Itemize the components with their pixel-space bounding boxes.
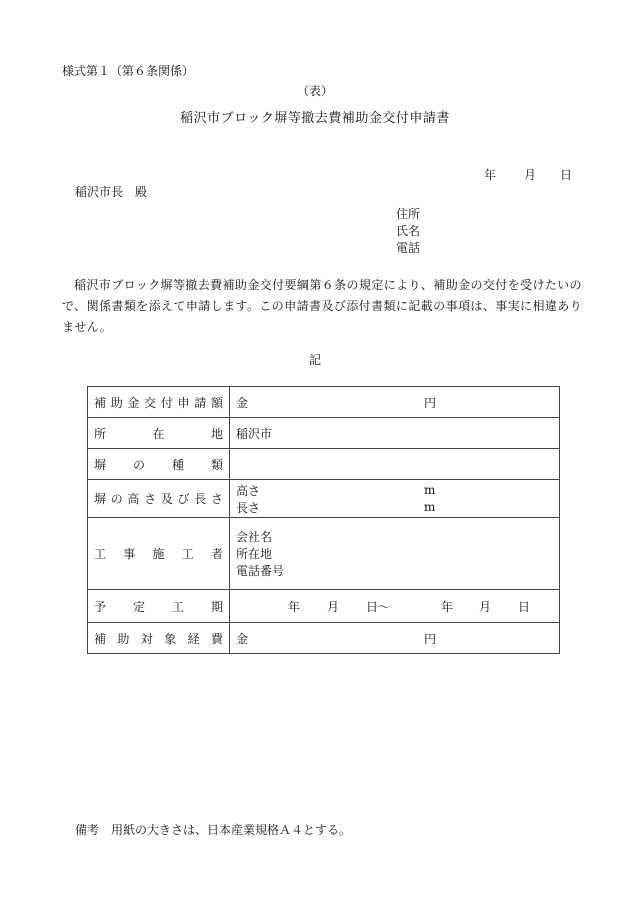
- length-unit: m: [424, 500, 436, 514]
- date-year: 年: [484, 168, 497, 182]
- contractor-company-label: 会社名: [236, 530, 273, 544]
- contractor-label: 工事施工者: [88, 518, 230, 590]
- period-label: 予定工期: [88, 590, 230, 623]
- height-unit: m: [424, 483, 436, 497]
- period-start-month: 月: [327, 599, 340, 614]
- addressee: 稲沢市長 殿: [75, 185, 148, 199]
- date-month: 月: [524, 168, 537, 182]
- table-row: [88, 480, 560, 518]
- table-row: [88, 623, 560, 654]
- body-paragraph: 稲沢市ブロック塀等撤去費補助金交付要綱第６条の規定により、補助金の交付を受けたいので、関係書類を添えて申請します。この申請書及び添付書類に記載の事項は、事実に相違ありません。: [62, 278, 582, 334]
- amount-unit: 円: [424, 395, 437, 410]
- form-number: 様式第１（第６条関係）: [62, 64, 195, 78]
- amount-cell[interactable]: [230, 387, 560, 418]
- contractor-phone-label: 電話番号: [236, 564, 285, 578]
- applicant-address-label: 住所: [396, 207, 421, 221]
- remarks-note: 備考 用紙の大きさは、日本産業規格Ａ４とする。: [75, 823, 352, 837]
- length-label: 長さ: [236, 500, 261, 515]
- size-label: 塀の高さ及び長さ: [88, 480, 230, 518]
- type-cell[interactable]: [230, 449, 560, 480]
- cost-label: 補助対象経費: [88, 623, 230, 654]
- period-end-month: 月: [479, 599, 492, 614]
- table-row: [88, 387, 560, 418]
- table-row: [88, 418, 560, 449]
- period-cell[interactable]: [230, 590, 560, 623]
- period-end-year: 年: [441, 599, 454, 614]
- location-value: 稲沢市: [236, 426, 273, 441]
- amount-prefix: 金: [236, 395, 249, 410]
- applicant-phone-label: 電話: [396, 241, 421, 255]
- period-start-year: 年: [288, 599, 301, 614]
- contractor-address-label: 所在地: [236, 547, 273, 561]
- application-table: [87, 386, 560, 654]
- cost-cell[interactable]: [230, 623, 560, 654]
- type-label: 塀の種類: [88, 449, 230, 480]
- cost-prefix: 金: [236, 631, 249, 646]
- document-title: 稲沢市ブロック塀等撤去費補助金交付申請書: [180, 111, 450, 126]
- table-row: [88, 449, 560, 480]
- table-row: [88, 518, 560, 590]
- location-label: 所在地: [88, 418, 230, 449]
- size-cell[interactable]: [230, 480, 560, 518]
- table-row: [88, 590, 560, 623]
- period-start-day: 日～: [366, 599, 391, 614]
- ki-heading: 記: [308, 353, 321, 367]
- height-label: 高さ: [236, 483, 261, 498]
- cost-unit: 円: [424, 631, 437, 646]
- period-end-day: 日: [518, 599, 531, 614]
- contractor-cell[interactable]: [230, 518, 560, 590]
- applicant-name-label: 氏名: [396, 224, 421, 238]
- form-side: （表）: [296, 84, 333, 98]
- date-day: 日: [560, 168, 573, 182]
- amount-label: 補助金交付申請額: [88, 387, 230, 418]
- location-cell[interactable]: [230, 418, 560, 449]
